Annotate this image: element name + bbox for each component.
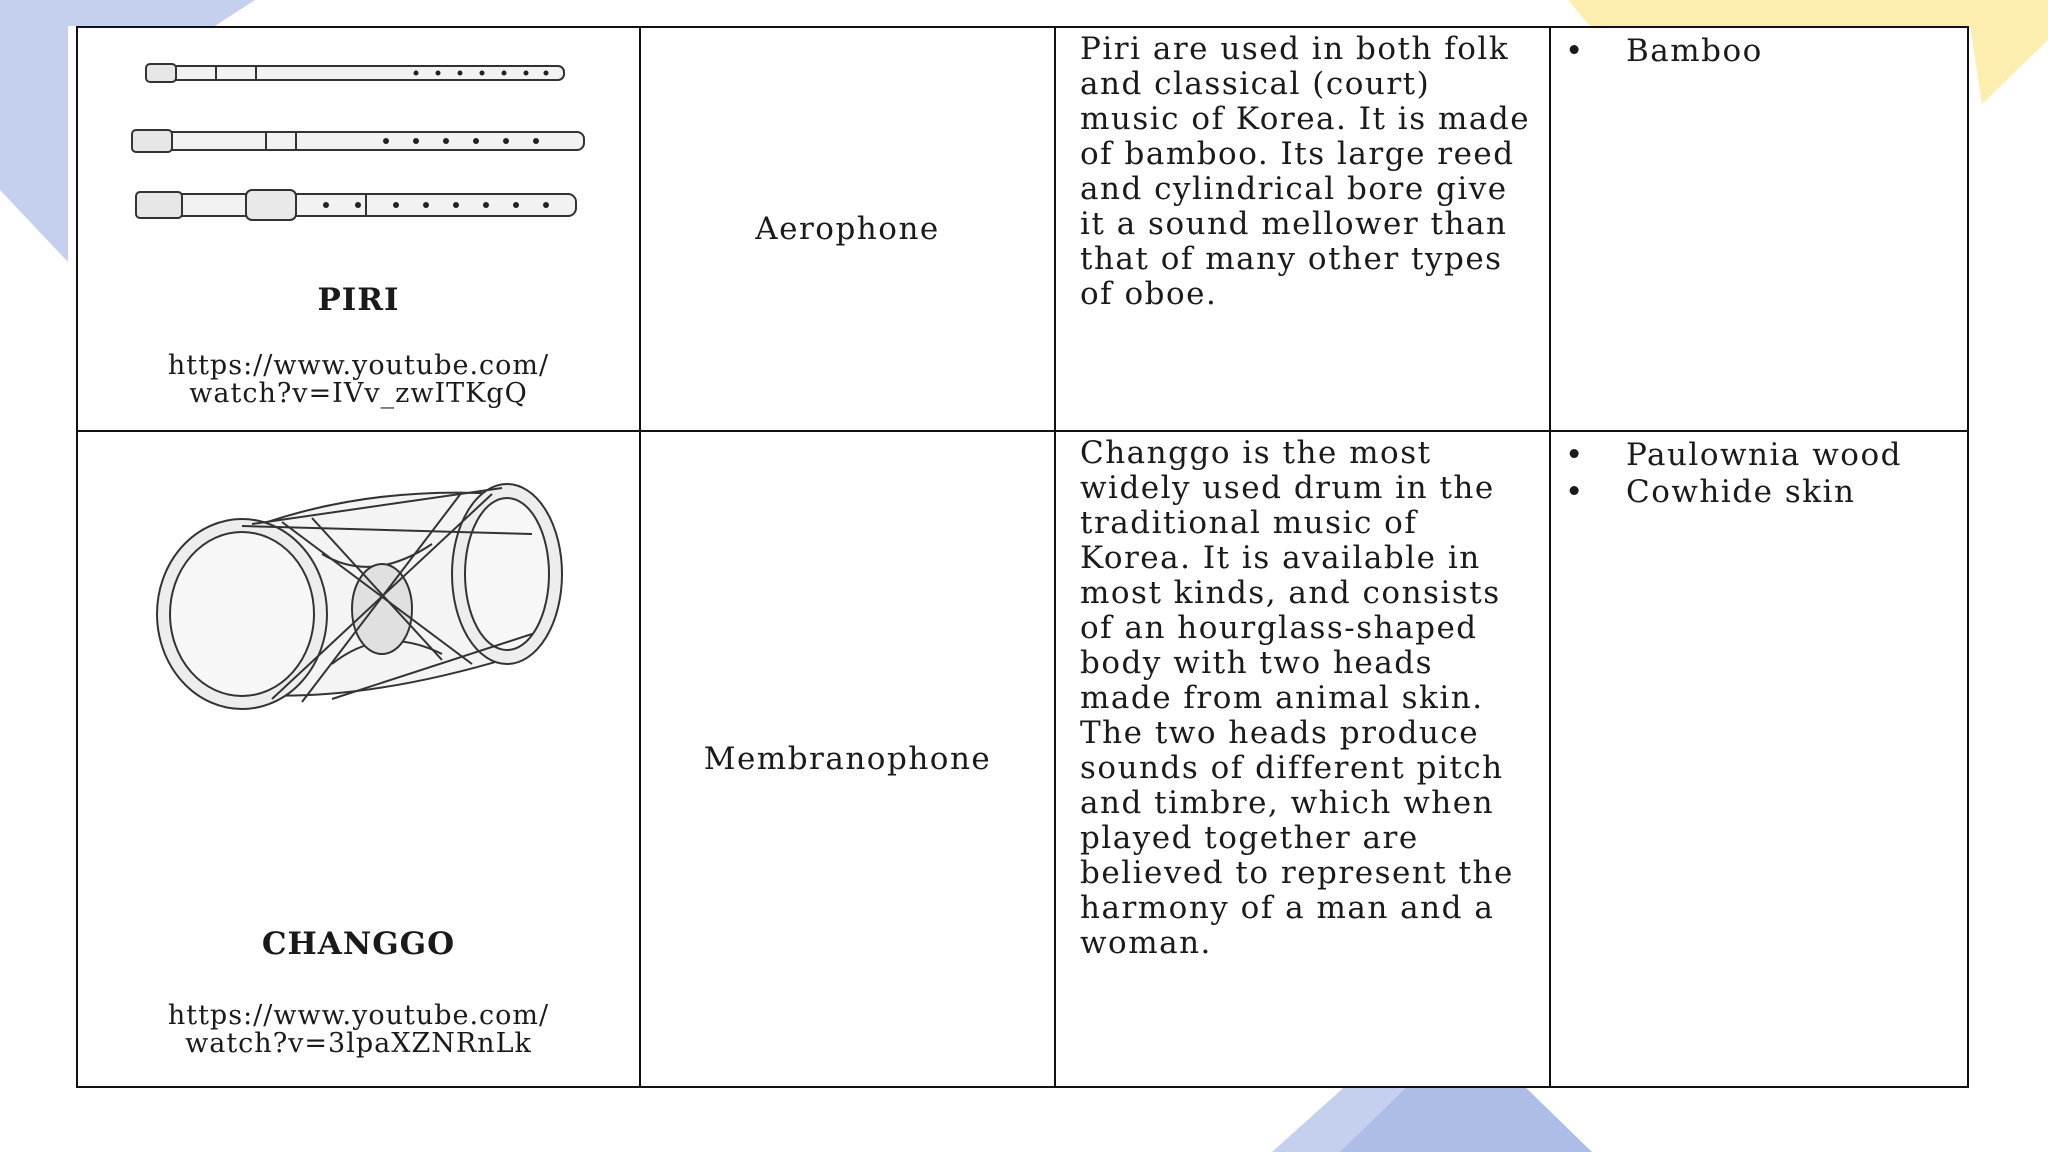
piri-flutes-illustration [126, 54, 596, 244]
list-item [1551, 34, 1967, 69]
bullet-icon: • [1565, 33, 1585, 69]
material-label: Paulownia wood [1626, 437, 1902, 473]
materials-cell [1550, 431, 1968, 1087]
materials-list [1551, 438, 1967, 510]
material-label: Cowhide skin [1626, 474, 1856, 510]
instrument-video-link[interactable] [78, 1002, 639, 1058]
material-label: Bamboo [1626, 33, 1763, 69]
materials-cell [1550, 27, 1968, 431]
instrument-name: PIRI [317, 282, 400, 318]
link-line-2[interactable]: watch?v=3lpaXZNRnLk [185, 1028, 532, 1059]
changgo-drum-illustration [142, 474, 582, 714]
table-row [77, 431, 1968, 1087]
bullet-icon: • [1565, 437, 1585, 473]
link-line-2[interactable]: watch?v=IVv_zwITKgQ [189, 378, 528, 409]
instrument-name: CHANGGO [261, 926, 456, 962]
link-line-1[interactable]: https://www.youtube.com/ [167, 1000, 550, 1031]
materials-list [1551, 34, 1967, 69]
description-cell: Changgo is the most widely used drum in the traditional music of Korea. It is available in most kinds, and consists of an hourglass-shaped body with two heads made from animal skin. The two heads produce sounds of different pitch and timbre, which when played together are believed to represent the harmony of a man and a woman. [1055, 431, 1550, 1087]
bullet-icon: • [1565, 474, 1585, 510]
description-cell: Piri are used in both folk and classical (court) music of Korea. It is made of bamboo. Its large reed and cylindrical bore give it a sound mellower than that of many other types of oboe. [1055, 27, 1550, 431]
classification-cell: Membranophone [640, 431, 1055, 1087]
instrument-cell [77, 27, 640, 431]
list-item [1551, 438, 1967, 473]
instrument-table [76, 26, 1969, 1088]
instrument-cell [77, 431, 640, 1087]
table-row [77, 27, 1968, 431]
list-item [1551, 475, 1967, 510]
instrument-video-link[interactable] [78, 352, 639, 408]
link-line-1[interactable]: https://www.youtube.com/ [167, 350, 550, 381]
classification-cell: Aerophone [640, 27, 1055, 431]
